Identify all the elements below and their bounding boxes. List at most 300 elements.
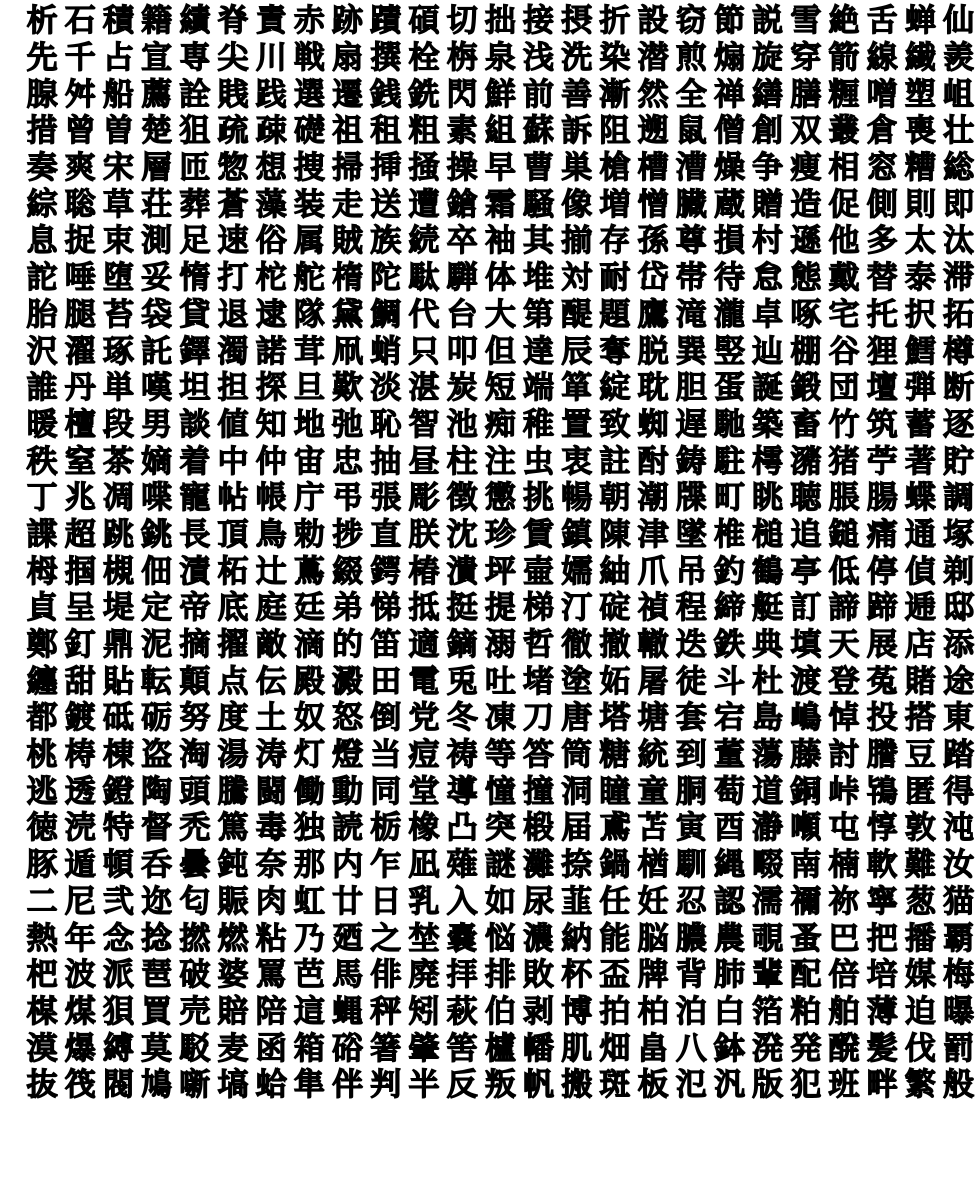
kanji-glyph: 纏	[26, 663, 58, 700]
kanji-glyph: 狸	[866, 333, 898, 370]
kanji-glyph: 箸	[370, 1030, 402, 1067]
kanji-glyph: 第	[523, 296, 555, 333]
kanji-glyph: 憧	[484, 773, 516, 810]
kanji-glyph: 銚	[141, 516, 173, 553]
kanji-glyph: 当	[370, 737, 402, 774]
kanji-glyph: 奏	[26, 150, 58, 187]
kanji-glyph: 謄	[866, 737, 898, 774]
kanji-glyph: 蘇	[523, 113, 555, 150]
kanji-glyph: 杯	[561, 957, 593, 994]
glyph-row	[23, 40, 975, 77]
kanji-glyph: 帯	[675, 260, 707, 297]
kanji-glyph: 笛	[370, 627, 402, 664]
kanji-glyph: 窓	[866, 150, 898, 187]
kanji-glyph: 蒼	[217, 186, 249, 223]
kanji-glyph: 倍	[828, 957, 860, 994]
kanji-glyph: 鐙	[102, 773, 134, 810]
kanji-glyph: 探	[255, 370, 287, 407]
kanji-glyph: 柁	[255, 260, 287, 297]
kanji-glyph: 送	[370, 186, 402, 223]
kanji-glyph: 辰	[561, 333, 593, 370]
kanji-glyph: 打	[217, 260, 249, 297]
kanji-glyph: 掻	[408, 150, 440, 187]
kanji-glyph: 鳶	[599, 810, 631, 847]
kanji-glyph: 濡	[752, 883, 784, 920]
kanji-glyph: 爽	[64, 150, 96, 187]
kanji-glyph: 沈	[446, 516, 478, 553]
kanji-glyph: 湯	[217, 737, 249, 774]
kanji-glyph: 展	[866, 627, 898, 664]
kanji-glyph: 釣	[713, 553, 745, 590]
kanji-glyph: 農	[713, 920, 745, 957]
kanji-glyph: 梼	[64, 737, 96, 774]
kanji-glyph: 総	[943, 150, 975, 187]
kanji-glyph: 般	[943, 1067, 975, 1104]
kanji-glyph: 宋	[102, 150, 134, 187]
kanji-glyph: 伯	[484, 993, 516, 1030]
kanji-glyph: 能	[599, 920, 631, 957]
kanji-glyph: 坦	[179, 370, 211, 407]
kanji-glyph: 跡	[332, 3, 364, 40]
kanji-glyph: 箪	[561, 370, 593, 407]
kanji-glyph: 酉	[713, 810, 745, 847]
kanji-glyph: 童	[637, 773, 669, 810]
kanji-glyph: 築	[752, 406, 784, 443]
kanji-glyph: 涛	[255, 737, 287, 774]
kanji-glyph: 綴	[332, 553, 364, 590]
kanji-glyph: 溺	[484, 627, 516, 664]
kanji-glyph: 甜	[64, 663, 96, 700]
kanji-glyph: 兎	[446, 663, 478, 700]
kanji-glyph: 灘	[523, 847, 555, 884]
kanji-glyph: 牒	[675, 480, 707, 517]
kanji-glyph: 巴	[828, 920, 860, 957]
kanji-glyph: 測	[141, 223, 173, 260]
kanji-glyph: 壮	[943, 113, 975, 150]
kanji-glyph: 妬	[599, 663, 631, 700]
kanji-glyph: 轍	[637, 627, 669, 664]
kanji-glyph: 鍋	[599, 847, 631, 884]
kanji-glyph: 撚	[179, 920, 211, 957]
kanji-glyph: 潜	[637, 40, 669, 77]
kanji-glyph: 遷	[332, 76, 364, 113]
kanji-glyph: 捻	[141, 920, 173, 957]
kanji-glyph: 天	[828, 627, 860, 664]
kanji-glyph: 透	[64, 773, 96, 810]
kanji-glyph: 禅	[713, 76, 745, 113]
kanji-glyph: 巣	[561, 150, 593, 187]
kanji-glyph: 徹	[561, 627, 593, 664]
kanji-glyph: 認	[713, 883, 745, 920]
kanji-glyph: 撞	[523, 773, 555, 810]
kanji-glyph: 梅	[943, 957, 975, 994]
kanji-glyph: 漕	[675, 150, 707, 187]
kanji-glyph: 働	[293, 773, 325, 810]
kanji-glyph: 班	[828, 1067, 860, 1104]
kanji-glyph: 絶	[828, 3, 860, 40]
kanji-glyph: 堂	[408, 773, 440, 810]
kanji-glyph: 背	[675, 957, 707, 994]
kanji-glyph: 調	[943, 480, 975, 517]
kanji-glyph: 培	[866, 957, 898, 994]
kanji-glyph: 唐	[561, 700, 593, 737]
kanji-glyph: 栴	[446, 40, 478, 77]
kanji-glyph: 箱	[293, 1030, 325, 1067]
kanji-glyph: 拓	[943, 296, 975, 333]
kanji-glyph: 船	[102, 76, 134, 113]
kanji-glyph: 等	[484, 737, 516, 774]
kanji-glyph: 鮮	[484, 76, 516, 113]
kanji-glyph: 肺	[713, 957, 745, 994]
kanji-glyph: 熱	[26, 920, 58, 957]
kanji-glyph: 潮	[637, 480, 669, 517]
kanji-glyph: 旦	[293, 370, 325, 407]
kanji-glyph: 胴	[675, 773, 707, 810]
kanji-glyph: 庭	[255, 590, 287, 627]
kanji-glyph: 罰	[943, 1030, 975, 1067]
kanji-glyph: 窒	[64, 443, 96, 480]
kanji-glyph: 徒	[675, 663, 707, 700]
glyph-row	[23, 1030, 975, 1067]
kanji-glyph: 蹟	[370, 3, 402, 40]
kanji-glyph: 箭	[828, 40, 860, 77]
kanji-glyph: 寵	[179, 480, 211, 517]
kanji-glyph: 鉄	[713, 627, 745, 664]
kanji-glyph: 唾	[64, 260, 96, 297]
kanji-glyph: 他	[828, 223, 860, 260]
kanji-glyph: 白	[713, 993, 745, 1030]
kanji-glyph: 早	[484, 150, 516, 187]
kanji-glyph: 捺	[561, 847, 593, 884]
kanji-glyph: 息	[26, 223, 58, 260]
kanji-glyph: 届	[561, 810, 593, 847]
kanji-glyph: 豆	[904, 737, 936, 774]
kanji-glyph: 畑	[599, 1030, 631, 1067]
kanji-glyph: 逐	[943, 406, 975, 443]
kanji-glyph: 動	[332, 773, 364, 810]
kanji-glyph: 恥	[370, 406, 402, 443]
kanji-glyph: 知	[255, 406, 287, 443]
kanji-glyph: 捉	[64, 223, 96, 260]
kanji-glyph: 廿	[332, 883, 364, 920]
kanji-glyph: 設	[637, 3, 669, 40]
kanji-glyph: 腿	[64, 296, 96, 333]
kanji-glyph: 添	[943, 627, 975, 664]
kanji-glyph: 博	[561, 993, 593, 1030]
kanji-glyph: 檀	[64, 406, 96, 443]
kanji-glyph: 澱	[332, 663, 364, 700]
kanji-glyph: 然	[637, 76, 669, 113]
kanji-glyph: 濯	[64, 333, 96, 370]
kanji-glyph: 椎	[713, 516, 745, 553]
kanji-glyph: 廃	[408, 957, 440, 994]
glyph-row	[23, 296, 975, 334]
kanji-glyph: 足	[179, 223, 211, 260]
kanji-glyph: 賎	[217, 76, 249, 113]
kanji-glyph: 選	[293, 76, 325, 113]
kanji-glyph: 陪	[255, 993, 287, 1030]
kanji-glyph: 惣	[217, 150, 249, 187]
kanji-glyph: 昼	[408, 443, 440, 480]
kanji-glyph: 通	[904, 516, 936, 553]
glyph-row	[23, 920, 975, 957]
kanji-glyph: 顛	[179, 663, 211, 700]
kanji-glyph: 但	[484, 333, 516, 370]
kanji-glyph: 脳	[637, 920, 669, 957]
glyph-row	[23, 663, 975, 700]
glyph-row	[23, 773, 975, 810]
kanji-glyph: 団	[828, 370, 860, 407]
kanji-glyph: 摘	[179, 627, 211, 664]
kanji-glyph: 楕	[332, 260, 364, 297]
kanji-glyph: 莫	[141, 1030, 173, 1067]
kanji-glyph: 湛	[408, 370, 440, 407]
kanji-glyph: 掴	[64, 553, 96, 590]
kanji-glyph: 俳	[370, 957, 402, 994]
kanji-glyph: 鴇	[866, 773, 898, 810]
kanji-glyph: 短	[484, 370, 516, 407]
kanji-glyph: 氾	[675, 1067, 707, 1104]
kanji-glyph: 宣	[141, 40, 173, 77]
glyph-row	[23, 810, 975, 847]
kanji-glyph: 貼	[102, 663, 134, 700]
kanji-glyph: 伴	[332, 1067, 364, 1104]
kanji-glyph: 楠	[828, 847, 860, 884]
kanji-glyph: 託	[141, 333, 173, 370]
kanji-glyph: 丁	[26, 480, 58, 517]
kanji-glyph: 辿	[752, 333, 784, 370]
kanji-glyph: 年	[64, 920, 96, 957]
kanji-glyph: 盃	[599, 957, 631, 994]
kanji-glyph: 頭	[179, 773, 211, 810]
kanji-glyph: 麦	[217, 1030, 249, 1067]
kanji-glyph: 多	[866, 223, 898, 260]
kanji-glyph: 占	[102, 40, 134, 77]
kanji-glyph: 洗	[561, 40, 593, 77]
kanji-glyph: 苔	[102, 296, 134, 333]
kanji-glyph: 都	[26, 700, 58, 737]
kanji-glyph: 着	[179, 443, 211, 480]
kanji-glyph: 尼	[64, 883, 96, 920]
kanji-glyph: 忠	[332, 443, 364, 480]
kanji-glyph: 猫	[943, 883, 975, 920]
kanji-glyph: 虫	[523, 443, 555, 480]
kanji-glyph: 繊	[904, 40, 936, 77]
kanji-glyph: 脱	[637, 333, 669, 370]
kanji-glyph: 竹	[828, 406, 860, 443]
kanji-glyph: 橡	[408, 810, 440, 847]
kanji-glyph: 肌	[561, 1030, 593, 1067]
kanji-glyph: 長	[179, 516, 211, 553]
kanji-glyph: 把	[866, 920, 898, 957]
kanji-glyph: 閥	[102, 1067, 134, 1104]
kanji-glyph: 染	[599, 40, 631, 77]
kanji-glyph: 疏	[217, 113, 249, 150]
kanji-glyph: 汝	[943, 847, 975, 884]
kanji-glyph: 栓	[408, 40, 440, 77]
kanji-glyph: 壇	[866, 370, 898, 407]
kanji-glyph: 搭	[904, 700, 936, 737]
kanji-glyph: 炭	[446, 370, 478, 407]
kanji-glyph: 導	[446, 773, 478, 810]
kanji-glyph: 大	[484, 296, 516, 333]
kanji-glyph: 膳	[790, 76, 822, 113]
kanji-glyph: 池	[446, 406, 478, 443]
kanji-glyph: 接	[523, 3, 555, 40]
kanji-glyph: 内	[332, 847, 364, 884]
kanji-glyph: 縄	[713, 847, 745, 884]
kanji-glyph: 独	[293, 810, 325, 847]
kanji-glyph: 艇	[752, 590, 784, 627]
kanji-glyph: 惰	[179, 260, 211, 297]
kanji-glyph: 促	[828, 186, 860, 223]
kanji-glyph: 坪	[484, 553, 516, 590]
kanji-glyph: 拝	[446, 957, 478, 994]
glyph-row	[23, 627, 975, 664]
kanji-glyph: 阻	[599, 113, 631, 150]
kanji-glyph: 奪	[599, 333, 631, 370]
kanji-glyph: 析	[26, 3, 58, 40]
kanji-glyph: 的	[332, 627, 364, 664]
kanji-glyph: 誰	[26, 370, 58, 407]
kanji-glyph: 竪	[713, 333, 745, 370]
kanji-glyph: 軟	[866, 847, 898, 884]
kanji-glyph: 敦	[904, 810, 936, 847]
kanji-glyph: 督	[141, 810, 173, 847]
kanji-glyph: 駁	[179, 1030, 211, 1067]
kanji-glyph: 蝶	[904, 480, 936, 517]
kanji-glyph: 陳	[599, 516, 631, 553]
kanji-glyph: 蝿	[332, 993, 364, 1030]
kanji-glyph: 素	[446, 113, 478, 150]
kanji-glyph: 太	[904, 223, 936, 260]
kanji-glyph: 統	[637, 737, 669, 774]
kanji-glyph: 誕	[752, 370, 784, 407]
kanji-glyph: 戴	[828, 260, 860, 297]
kanji-glyph: 畠	[637, 1030, 669, 1067]
kanji-glyph: 踏	[943, 737, 975, 774]
kanji-glyph: 濃	[523, 920, 555, 957]
kanji-glyph: 悌	[370, 590, 402, 627]
kanji-glyph: 弛	[332, 406, 364, 443]
kanji-glyph: 泰	[904, 260, 936, 297]
kanji-glyph: 嫡	[141, 443, 173, 480]
kanji-glyph: 答	[523, 737, 555, 774]
kanji-glyph: 鏑	[446, 627, 478, 664]
kanji-glyph: 繕	[752, 76, 784, 113]
kanji-glyph: 椿	[408, 553, 440, 590]
kanji-glyph: 破	[179, 957, 211, 994]
kanji-glyph: 耐	[599, 260, 631, 297]
kanji-glyph: 定	[141, 590, 173, 627]
kanji-glyph: 聡	[64, 186, 96, 223]
kanji-glyph: 醗	[828, 1030, 860, 1067]
kanji-glyph: 堤	[102, 590, 134, 627]
kanji-glyph: 肉	[255, 883, 287, 920]
glyph-row	[23, 700, 975, 737]
kanji-glyph: 楚	[141, 113, 173, 150]
glyph-row	[23, 847, 975, 884]
kanji-glyph: 切	[446, 3, 478, 40]
kanji-glyph: 土	[255, 700, 287, 737]
kanji-glyph: 眺	[752, 480, 784, 517]
kanji-glyph: 佃	[141, 553, 173, 590]
kanji-glyph: 礎	[293, 113, 325, 150]
kanji-glyph: 婆	[217, 957, 249, 994]
kanji-glyph: 撤	[599, 627, 631, 664]
kanji-glyph: 則	[904, 186, 936, 223]
kanji-glyph: 硲	[332, 1030, 364, 1067]
kanji-glyph: 糖	[599, 737, 631, 774]
kanji-glyph: 曝	[943, 993, 975, 1030]
kanji-glyph: 糟	[904, 150, 936, 187]
kanji-glyph: 捜	[293, 150, 325, 187]
kanji-glyph: 凪	[408, 847, 440, 884]
kanji-glyph: 置	[561, 406, 593, 443]
kanji-glyph: 臓	[675, 186, 707, 223]
kanji-glyph: 代	[408, 296, 440, 333]
kanji-glyph: 断	[943, 370, 975, 407]
kanji-glyph: 乍	[370, 847, 402, 884]
kanji-glyph: 績	[179, 3, 211, 40]
kanji-glyph: 虹	[293, 883, 325, 920]
kanji-glyph: 鳥	[255, 516, 287, 553]
kanji-glyph: 嬬	[561, 553, 593, 590]
kanji-glyph: 達	[523, 333, 555, 370]
kanji-glyph: 二	[26, 883, 58, 920]
kanji-glyph: 頂	[217, 516, 249, 553]
kanji-glyph: 瀞	[752, 810, 784, 847]
kanji-glyph: 跳	[102, 516, 134, 553]
kanji-glyph: 波	[64, 957, 96, 994]
kanji-glyph: 萄	[713, 773, 745, 810]
kanji-glyph: 嚢	[446, 920, 478, 957]
kanji-glyph: 汎	[713, 1067, 745, 1104]
kanji-glyph: 難	[904, 847, 936, 884]
kanji-glyph: 栂	[26, 553, 58, 590]
kanji-glyph: 塘	[637, 700, 669, 737]
kanji-glyph: 諾	[255, 333, 287, 370]
kanji-glyph: 瀦	[790, 443, 822, 480]
kanji-glyph: 贈	[752, 186, 784, 223]
kanji-glyph: 塔	[599, 700, 631, 737]
kanji-glyph: 想	[255, 150, 287, 187]
kanji-glyph: 滞	[943, 260, 975, 297]
kanji-glyph: 狽	[102, 993, 134, 1030]
kanji-glyph: 全	[675, 76, 707, 113]
kanji-glyph: 蛋	[713, 370, 745, 407]
kanji-glyph: 折	[599, 3, 631, 40]
kanji-glyph: 弾	[904, 370, 936, 407]
kanji-glyph: 転	[141, 663, 173, 700]
kanji-glyph: 買	[141, 993, 173, 1030]
kanji-glyph: 典	[752, 627, 784, 664]
kanji-glyph: 紬	[599, 553, 631, 590]
kanji-glyph: 柏	[637, 993, 669, 1030]
glyph-row	[23, 1067, 975, 1104]
kanji-glyph: 智	[408, 406, 440, 443]
kanji-glyph: 彫	[408, 480, 440, 517]
kanji-glyph: 陶	[141, 773, 173, 810]
kanji-glyph: 槍	[599, 150, 631, 187]
kanji-glyph: 詑	[26, 260, 58, 297]
kanji-glyph: 択	[904, 296, 936, 333]
kanji-glyph: 版	[752, 1067, 784, 1104]
kanji-glyph: 釘	[64, 627, 96, 664]
kanji-glyph: 舵	[293, 260, 325, 297]
kanji-glyph: 岨	[943, 76, 975, 113]
kanji-glyph: 属	[293, 223, 325, 260]
